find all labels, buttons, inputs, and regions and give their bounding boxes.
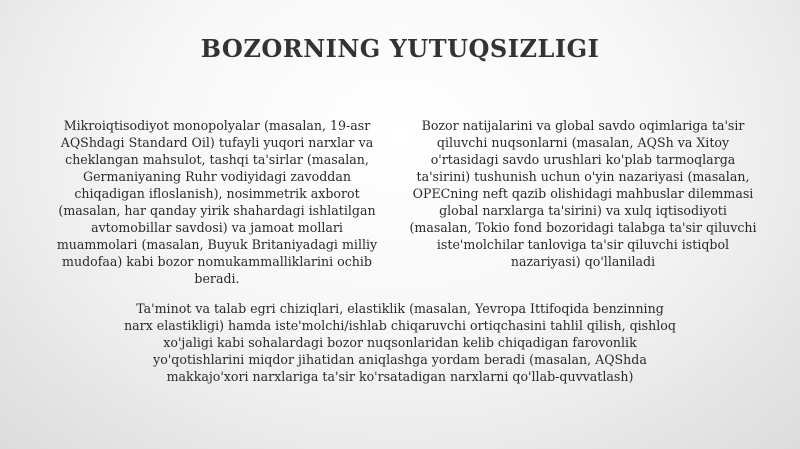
slide-title: BOZORNING YUTUQSIZLIGI — [200, 34, 600, 63]
left-paragraph: Mikroiqtisodiyot monopolyalar (masalan, 19-asr AQShdagi Standard Oil) tufayli yuqori narxlar va cheklangan mahsulot, tashqi ta'sirlar (masalan, Germaniyaning Ruhr vodiyidagi zavoddan chiqadigan ifloslanish), nosimmetrik axborot (masalan, har qanday yirik shahardagi ishlatilgan avtomobillar savdosi) va jamoat mollari muammolari (masalan, Buyuk Britaniyadagi milliy mudofaa) kabi bozor nomukammalliklarini ochib beradi. — [56, 118, 378, 286]
bottom-paragraph: Ta'minot va talab egri chiziqlari, elastiklik (masalan, Yevropa Ittifoqida benzinning narx elastikligi) hamda iste'molchi/ishlab chiqaruvchi ortiqchasini tahlil qilish, qishloq xo'jaligi kabi sohalardagi bozor nuqsonlaridan kelib chiqadigan farovonlik yo'qotishlarini miqdor jihatidan aniqlashga yordam beradi (masalan, AQShda makkajo'xori narxlariga ta'sir ko'rsatadigan narxlarni qo'llab-quvvatlash) — [124, 301, 676, 384]
right-paragraph: Bozor natijalarini va global savdo oqimlariga ta'sir qiluvchi nuqsonlarni (masalan, AQSh va Xitoy o'rtasidagi savdo urushlari ko'plab tarmoqlarga ta'sirini) tushunish uchun o'yin nazariyasi (masalan, OPECning neft qazib olishidagi mahbuslar dilemmasi global narxlarga ta'sirini) va xulq iqtisodiyoti (masalan, Tokio fond bozoridagi talabga ta'sir qiluvchi iste'molchilar tanloviga ta'sir qiluvchi istiqbol nazariyasi) qo'llaniladi — [409, 118, 757, 269]
